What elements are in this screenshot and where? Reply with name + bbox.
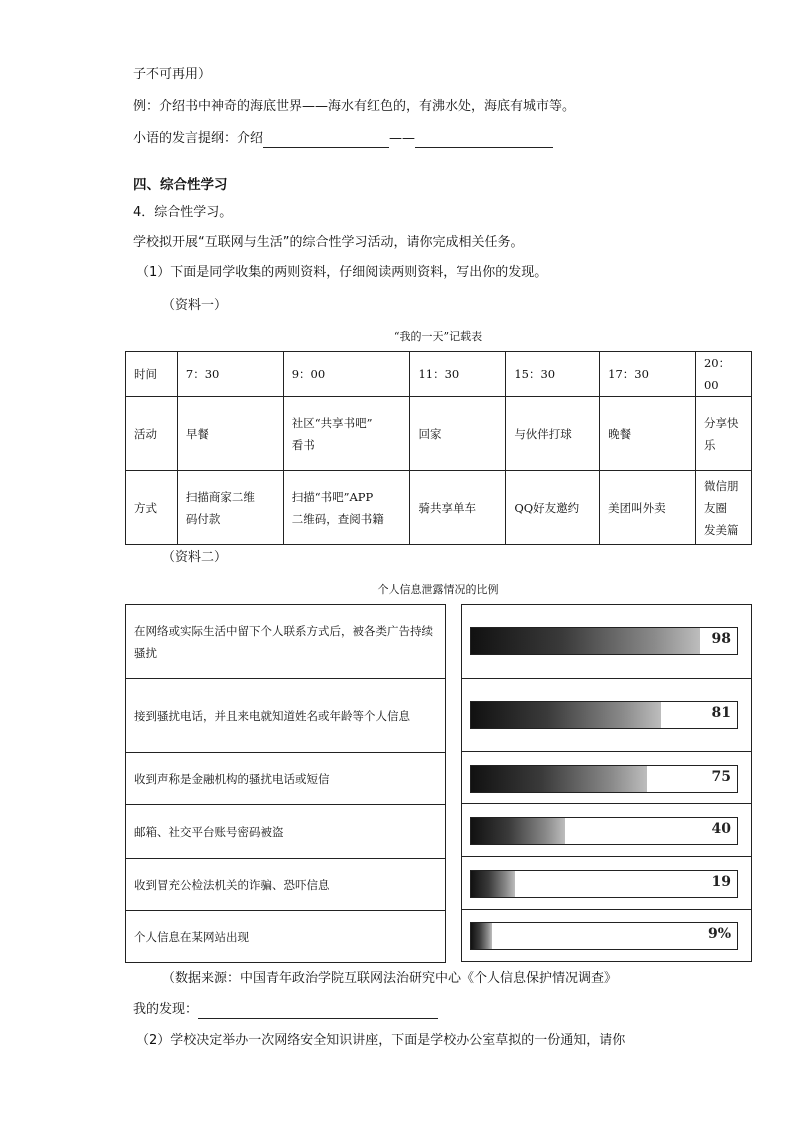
table-cell: 社区“共享书吧” 看书: [283, 397, 410, 471]
category-label: 接到骚扰电话，并且来电就知道姓名或年龄等个人信息: [126, 679, 446, 753]
bar-track: [470, 870, 738, 898]
bar-fill: [471, 818, 565, 844]
table-cell: 扫描商家二维 码付款: [177, 471, 283, 545]
table-cell: 活动: [126, 397, 178, 471]
bar-track: [470, 817, 738, 845]
bar-fill: [471, 702, 661, 728]
finding-line: [133, 1001, 438, 1019]
table-cell: 早餐: [177, 397, 283, 471]
table-cell: 与伙伴打球: [506, 397, 600, 471]
outline-line: [133, 130, 553, 148]
table1-caption: “我的一天”记载表: [393, 330, 483, 343]
row-divider: [462, 678, 751, 679]
bar-fill: [471, 766, 647, 792]
question-1: （1）下面是同学收集的两则资料，仔细阅读两则资料，写出你的发现。: [136, 265, 548, 280]
table-cell: 11：30: [410, 352, 506, 397]
outline-blank-1[interactable]: [263, 133, 389, 148]
table-row: [126, 471, 752, 545]
table-row: [126, 911, 446, 963]
category-label: 在网络或实际生活中留下个人联系方式后，被各类广告持续骚扰: [126, 605, 446, 679]
bar-value-label: 40: [711, 821, 731, 837]
table-row: [126, 753, 446, 805]
table-cell: 回家: [410, 397, 506, 471]
table-cell: 17：30: [600, 352, 696, 397]
table-cell: 微信朋友圈 发美篇: [695, 471, 751, 545]
leak-category-table: [125, 604, 446, 963]
activity-intro: 学校拟开展“互联网与生活”的综合性学习活动，请你完成相关任务。: [133, 235, 524, 250]
category-label: 个人信息在某网站出现: [126, 911, 446, 963]
table-cell: 扫描“书吧”APP 二维码，查阅书籍: [283, 471, 410, 545]
table-cell: 分享快乐: [695, 397, 751, 471]
table-cell: 方式: [126, 471, 178, 545]
outline-prefix: 小语的发言提纲：介绍: [133, 131, 264, 146]
table-cell: 美团叫外卖: [600, 471, 696, 545]
finding-label: 我的发现：: [133, 1002, 199, 1017]
question-4: 4．综合性学习。: [133, 205, 233, 220]
table-row: [126, 859, 446, 911]
bar-value-label: 9%: [707, 926, 731, 942]
my-day-table: [125, 351, 752, 545]
bar-fill: [471, 871, 515, 897]
bar-value-label: 98: [711, 631, 731, 647]
table-cell: 15：30: [506, 352, 600, 397]
table-cell: 20：00: [695, 352, 751, 397]
table-cell: 时间: [126, 352, 178, 397]
outline-blank-2[interactable]: [415, 133, 553, 148]
table-row: [126, 352, 752, 397]
table-cell: 晚餐: [600, 397, 696, 471]
bar-track: [470, 765, 738, 793]
row-divider: [462, 856, 751, 857]
material-2-label: （资料二）: [162, 550, 228, 565]
finding-blank[interactable]: [198, 1004, 438, 1019]
category-label: 收到冒充公检法机关的诈骗、恐吓信息: [126, 859, 446, 911]
table-row: [126, 805, 446, 859]
bar-fill: [471, 923, 492, 949]
bar-track: [470, 627, 738, 655]
bar-value-label: 75: [711, 769, 731, 785]
chart-title: 个人信息泄露情况的比例: [377, 583, 499, 596]
bar-track: [470, 922, 738, 950]
table-cell: 9：00: [283, 352, 410, 397]
example-line: 例：介绍书中神奇的海底世界——海水有红色的，有沸水处，海底有城市等。: [133, 99, 576, 114]
section-heading: 四、综合性学习: [133, 177, 228, 193]
material-1-label: （资料一）: [162, 298, 228, 313]
table-row: [126, 679, 446, 753]
table-cell: 7：30: [177, 352, 283, 397]
category-label: 邮箱、社交平台账号密码被盗: [126, 805, 446, 859]
leak-bar-chart: [461, 604, 752, 962]
table-row: [126, 397, 752, 471]
data-source: （数据来源：中国青年政治学院互联网法治研究中心《个人信息保护情况调查》: [162, 971, 618, 986]
row-divider: [462, 751, 751, 752]
question-2: （2）学校决定举办一次网络安全知识讲座，下面是学校办公室草拟的一份通知，请你: [136, 1033, 626, 1048]
outline-dash: ——: [389, 131, 416, 146]
table-row: [126, 605, 446, 679]
category-label: 收到声称是金融机构的骚扰电话或短信: [126, 753, 446, 805]
row-divider: [462, 803, 751, 804]
table-cell: QQ好友邀约: [506, 471, 600, 545]
table-cell: 骑共享单车: [410, 471, 506, 545]
row-divider: [462, 909, 751, 910]
text-line-1: 子不可再用）: [133, 67, 212, 82]
bar-fill: [471, 628, 700, 654]
bar-track: [470, 701, 738, 729]
bar-value-label: 81: [711, 705, 731, 721]
bar-value-label: 19: [711, 874, 731, 890]
